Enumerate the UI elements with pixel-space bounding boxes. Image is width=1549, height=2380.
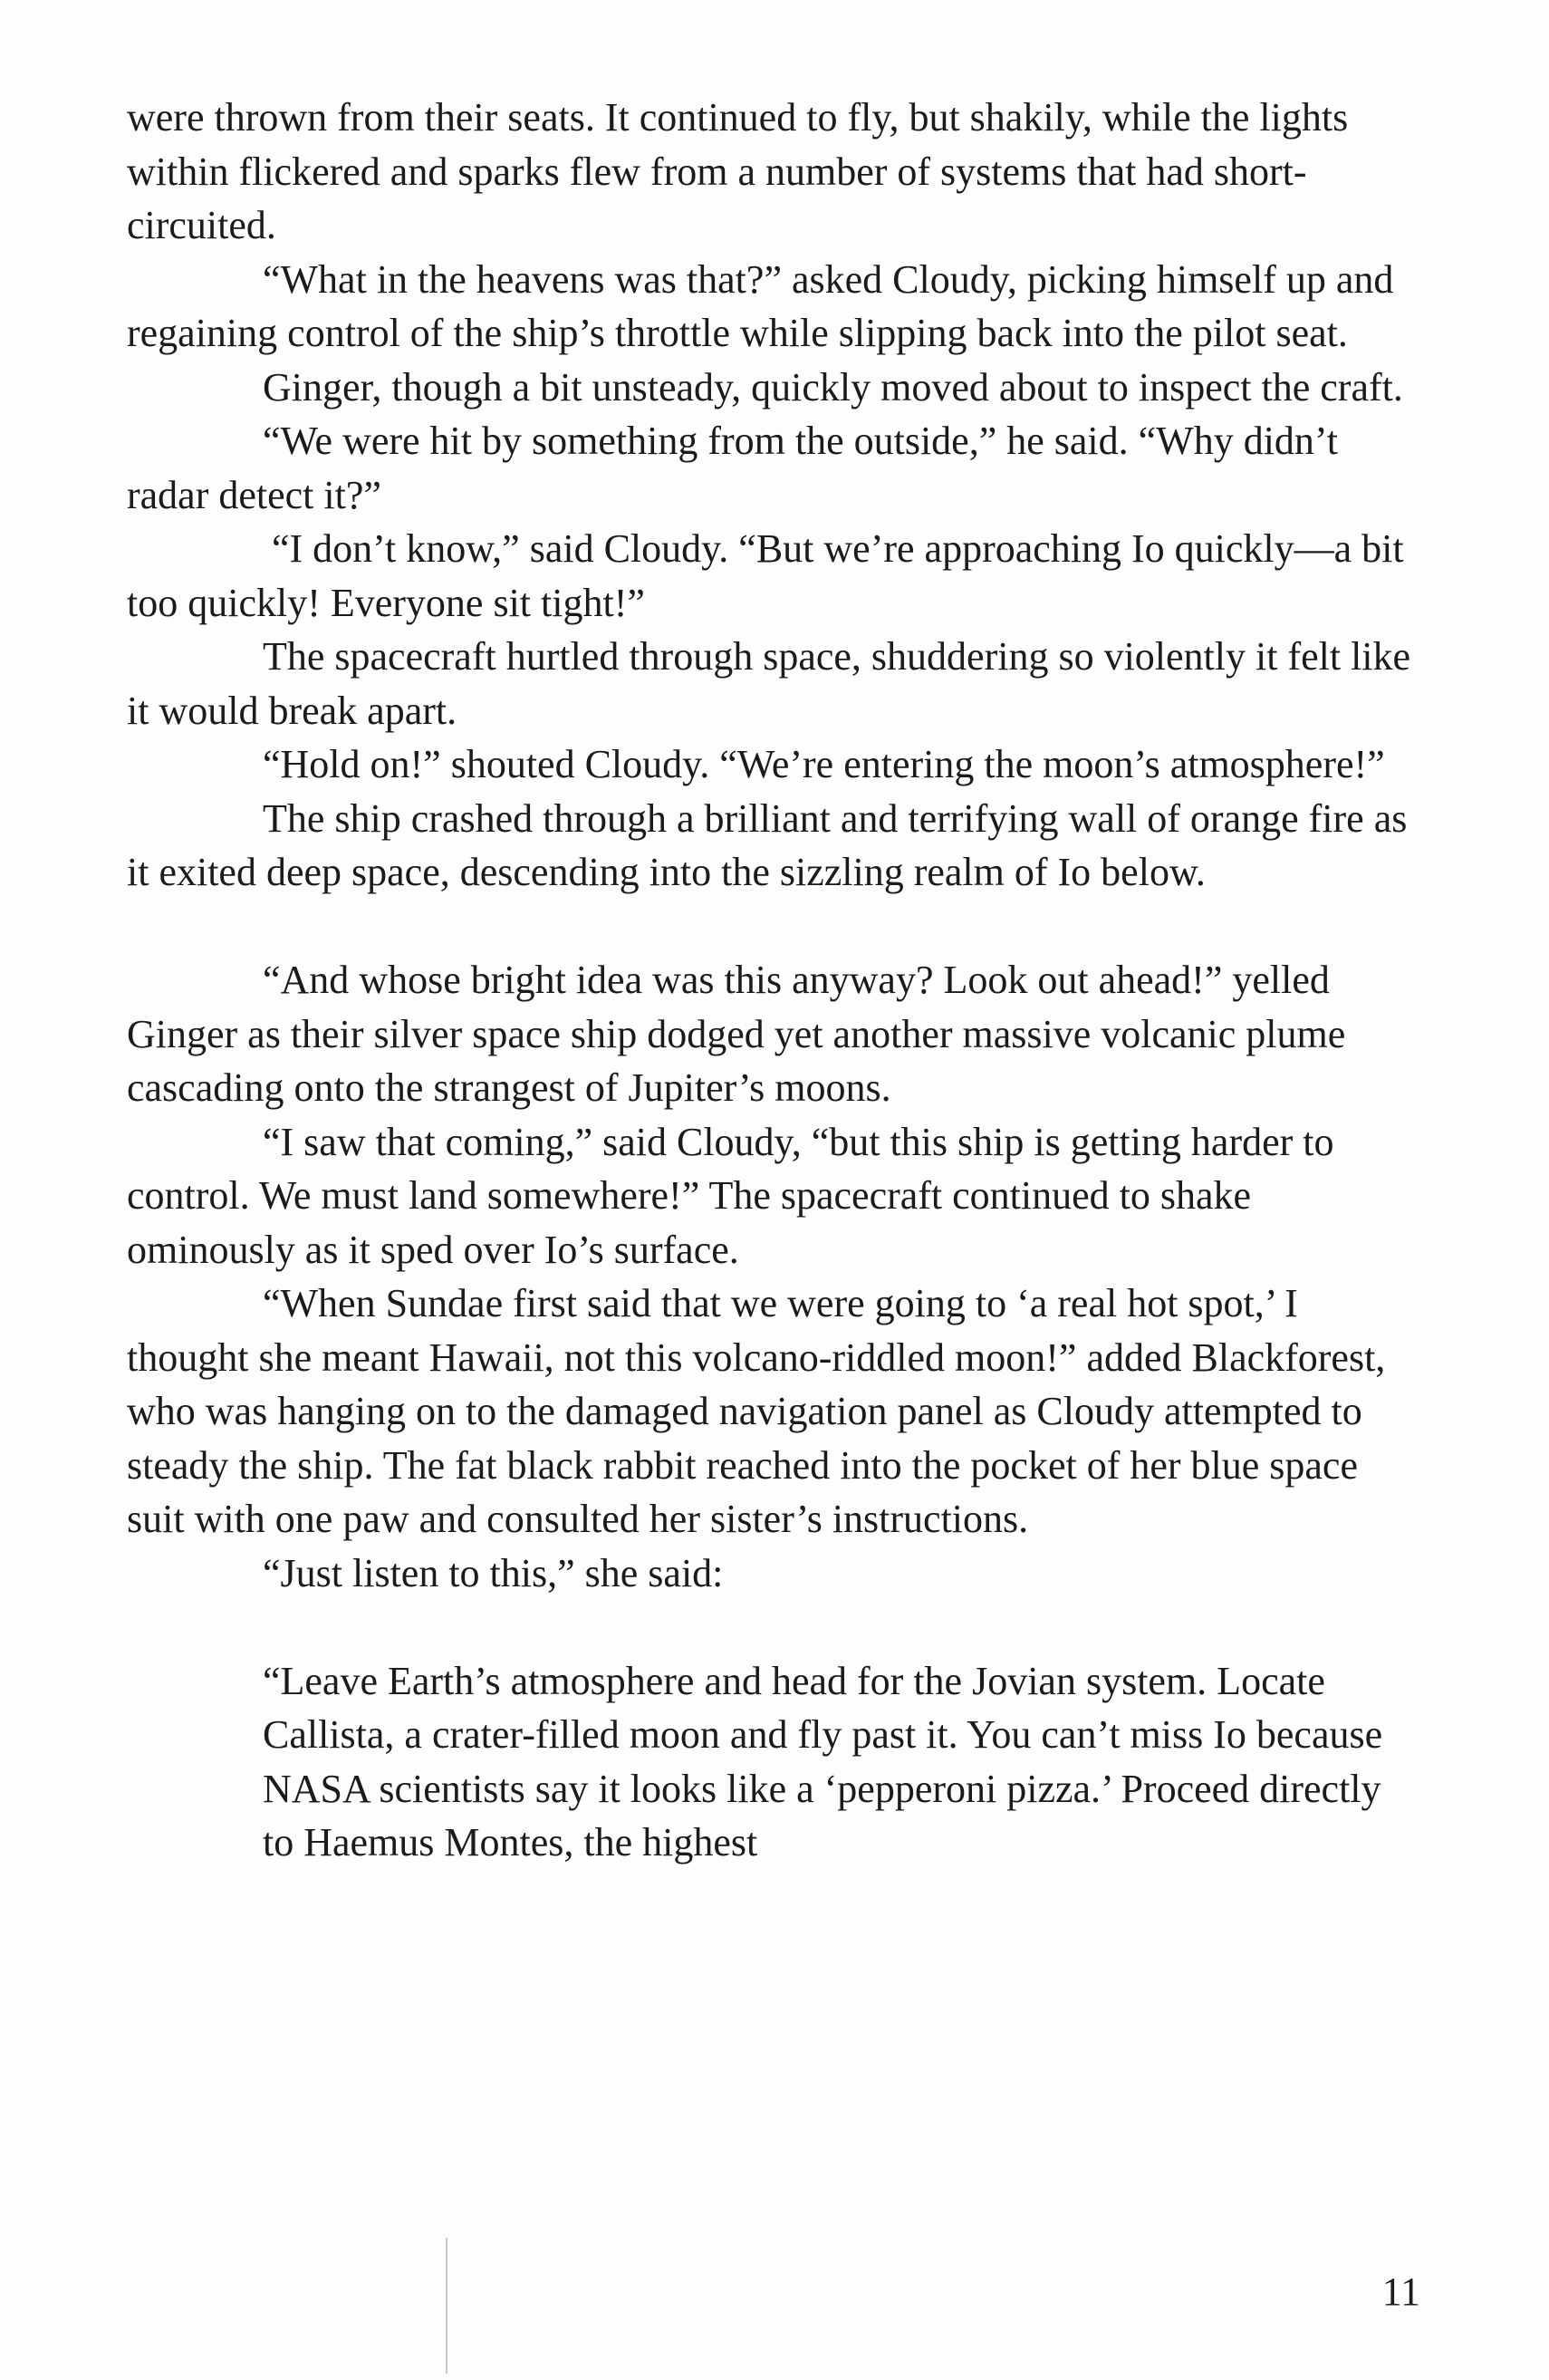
paragraph: were thrown from their seats. It continued to fly, but shakily, while the lights within flickered and sparks flew from a number of systems that had short-circuited.: [127, 95, 1349, 247]
paragraph: “When Sundae first said that we were going to ‘a real hot spot,’ I thought she meant Hawaii, not this volcano-riddled moon!” added Blackforest, who was hanging on to the damaged navigation panel as Cloudy attempted to steady the ship. The fat black rabbit reached into the pocket of her blue space suit with one paw and consulted her sister’s instructions.: [127, 1281, 1386, 1541]
scan-artifact-line: [446, 2238, 447, 2374]
paragraph: “We were hit by something from the outside,” he said. “Why didn’t radar detect it?”: [127, 419, 1339, 517]
paragraph: “And whose bright idea was this anyway? Look out ahead!” yelled Ginger as their silver space ship dodged yet another massive volcanic plume cascading onto the strangest of Jupiter’s moons.: [127, 958, 1346, 1110]
paragraph: “Just listen to this,” she said:: [263, 1550, 724, 1595]
paragraph: “Hold on!” shouted Cloudy. “We’re entering the moon’s atmosphere!”: [263, 742, 1385, 786]
paragraph: “I don’t know,” said Cloudy. “But we’re approaching Io quickly—a bit too quickly! Everyone sit tight!”: [127, 526, 1404, 625]
paragraph: The ship crashed through a brilliant and terrifying wall of orange fire as it exited deep space, descending into the sizzling realm of Io below.: [127, 795, 1408, 894]
section-break: [127, 1600, 1413, 1654]
instructions-quote: “Leave Earth’s atmosphere and head for the Jovian system. Locate Callista, a crater-filled moon and fly past it. You can’t miss Io because NASA scientists say it looks like a ‘pepperoni pizza.’ Proceed directly to Haemus Montes, the highest: [263, 1658, 1383, 1864]
paragraph: “I saw that coming,” said Cloudy, “but this ship is getting harder to control. We must land somewhere!” The spacecraft continued to shake ominously as it sped over Io’s surface.: [127, 1119, 1334, 1272]
page-number: 11: [1381, 2269, 1420, 2314]
paragraph: Ginger, though a bit unsteady, quickly moved about to inspect the craft.: [263, 364, 1403, 410]
paragraph: “What in the heavens was that?” asked Cloudy, picking himself up and regaining control of the ship’s throttle while slipping back into the pilot seat.: [127, 256, 1394, 355]
body-text: [127, 91, 1413, 1870]
paragraph: The spacecraft hurtled through space, shuddering so violently it felt like it would break apart.: [127, 634, 1411, 733]
section-break: [127, 900, 1413, 954]
